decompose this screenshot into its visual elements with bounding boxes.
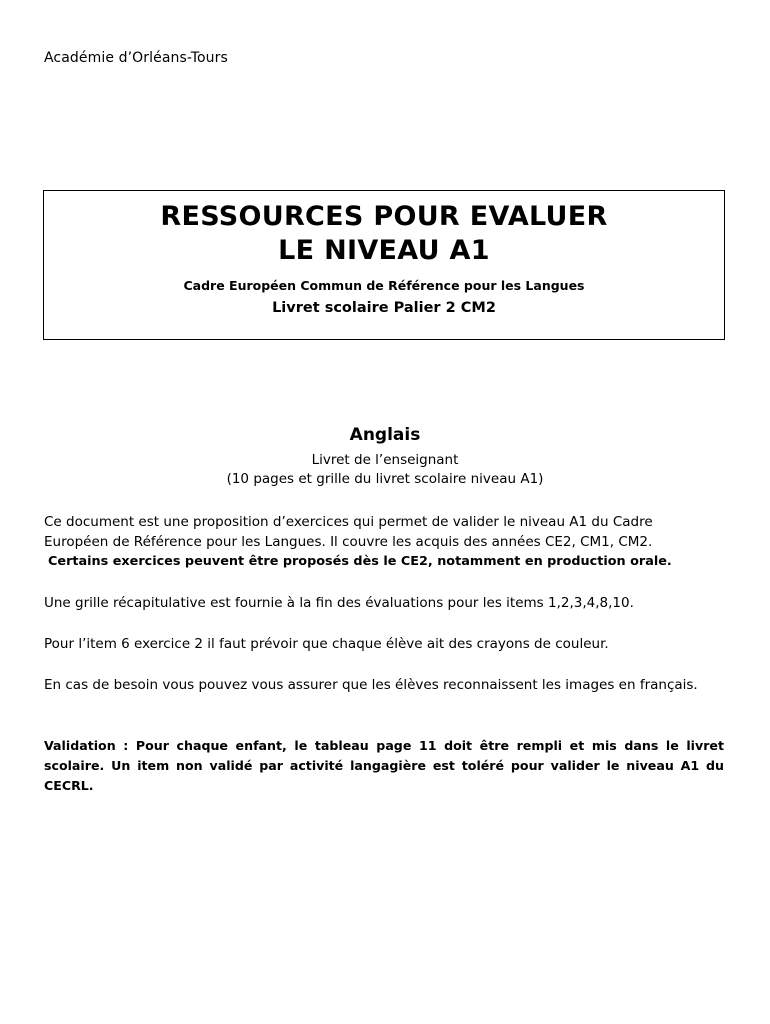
booklet-label: Livret de l’enseignant bbox=[311, 452, 459, 468]
item6-note-paragraph: Pour l’item 6 exercice 2 il faut prévoir que chaque élève ait des crayons de couleur. bbox=[44, 636, 609, 652]
document-subtitle: Cadre Européen Commun de Référence pour les Langues bbox=[183, 278, 585, 293]
intro-bold-line: Certains exercices peuvent être proposés dès le CE2, notamment en production orale. bbox=[48, 554, 672, 569]
subject-heading: Anglais bbox=[349, 425, 421, 445]
academy-header: Académie d’Orléans-Tours bbox=[44, 50, 228, 66]
validation-paragraph: Validation : Pour chaque enfant, le tableau page 11 doit être rempli et mis dans le livret scolaire. Un item non validé par activité langagière est toléré pour valider le niveau A1 du CECRL. bbox=[44, 738, 724, 793]
document-title-line2: LE NIVEAU A1 bbox=[278, 235, 490, 266]
images-note-paragraph: En cas de besoin vous pouvez vous assurer que les élèves reconnaissent les images en français. bbox=[44, 677, 698, 693]
pages-note: (10 pages et grille du livret scolaire niveau A1) bbox=[226, 471, 544, 487]
grid-note-paragraph: Une grille récapitulative est fournie à la fin des évaluations pour les items 1,2,3,4,8,10. bbox=[44, 595, 634, 611]
document-title-line1: RESSOURCES POUR EVALUER bbox=[160, 201, 608, 232]
intro-line-2: Européen de Référence pour les Langues. Il couvre les acquis des années CE2, CM1, CM2. bbox=[44, 534, 653, 550]
document-subtitle-level: Livret scolaire Palier 2 CM2 bbox=[272, 300, 496, 316]
intro-paragraph bbox=[44, 512, 734, 572]
intro-line-1: Ce document est une proposition d’exercices qui permet de valider le niveau A1 du Cadre bbox=[44, 514, 653, 530]
title-box bbox=[43, 190, 725, 340]
